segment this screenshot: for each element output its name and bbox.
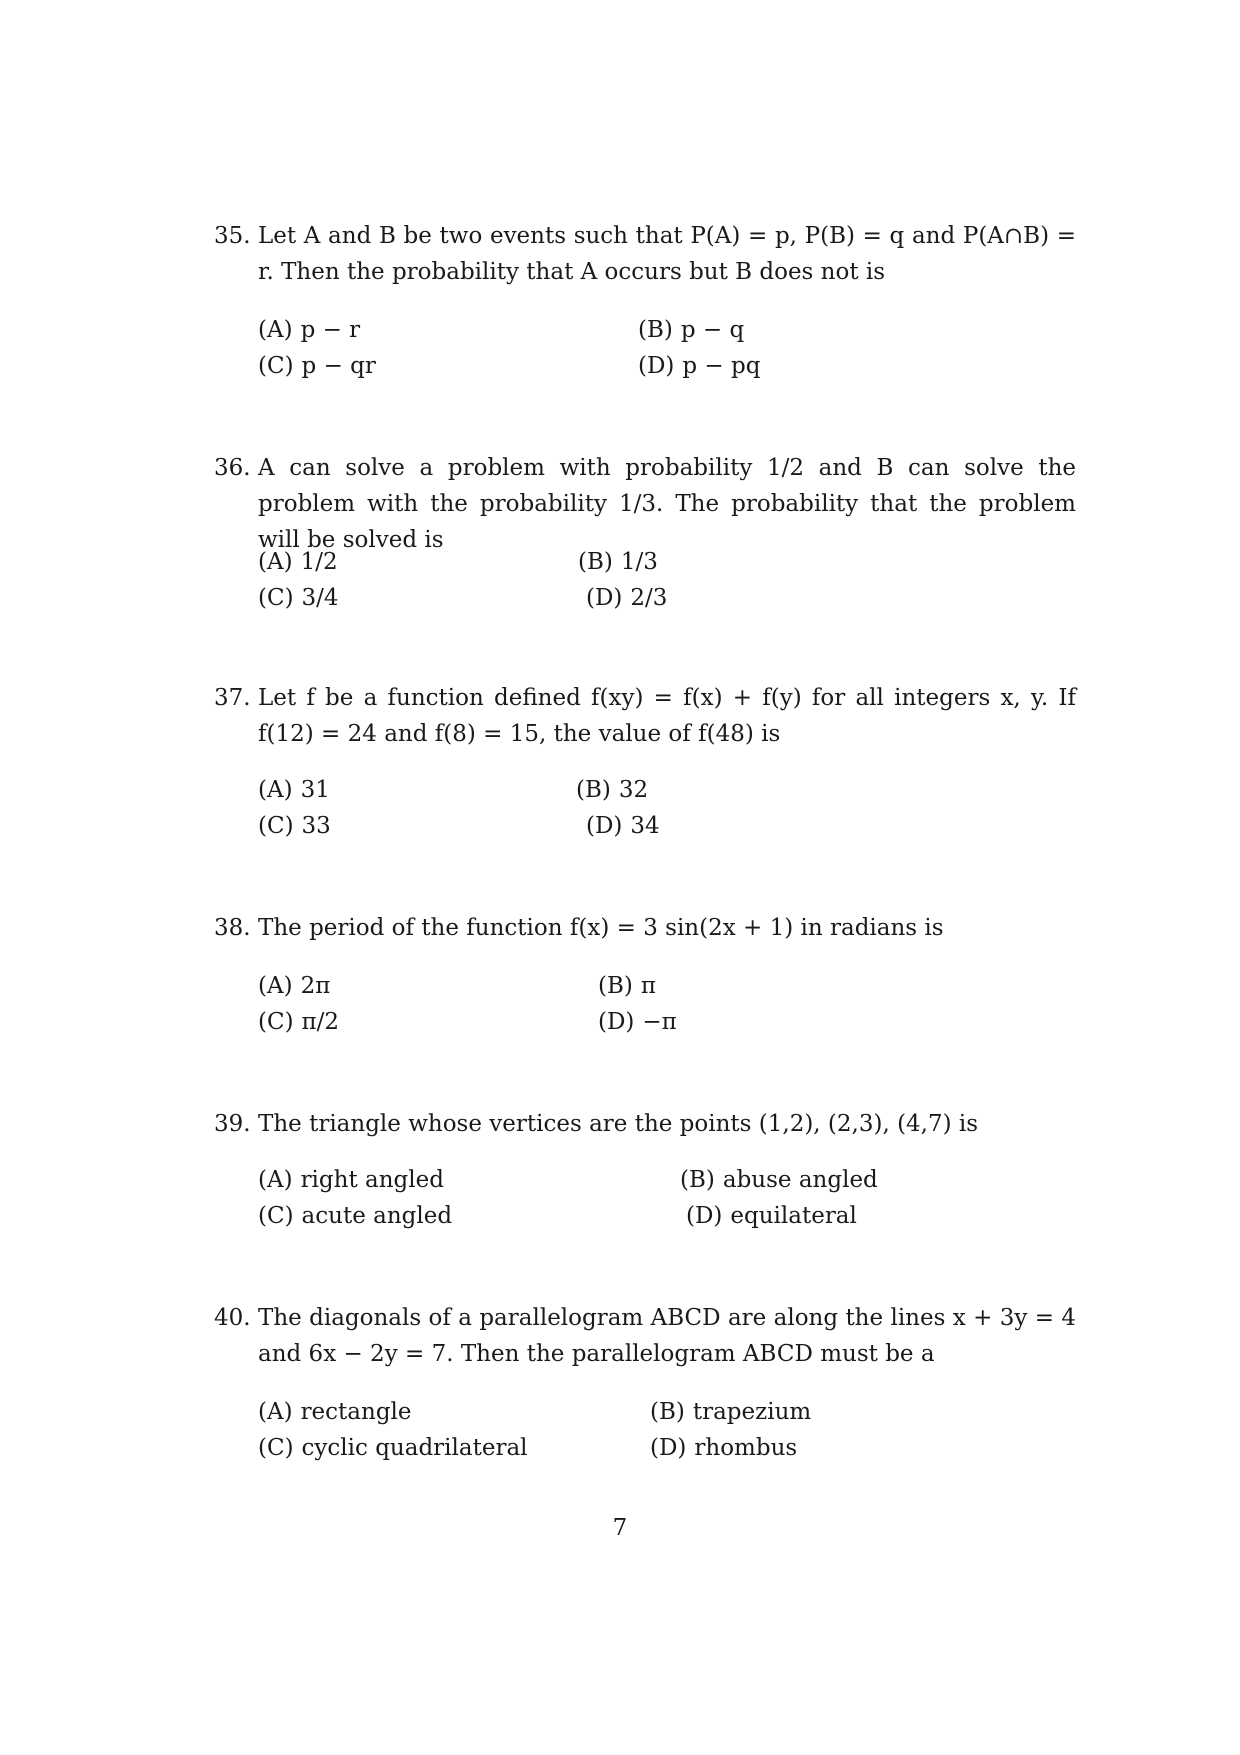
option-label: (A) [258, 777, 293, 803]
option-value: 1/2 [300, 549, 338, 575]
option-value: 33 [301, 813, 331, 839]
option-value: p − r [300, 317, 361, 343]
option-label: (A) [258, 549, 293, 575]
option-label: (B) [650, 1399, 685, 1425]
option-d[interactable] [650, 1430, 797, 1466]
option-value: π/2 [301, 1009, 340, 1035]
option-b[interactable] [598, 968, 656, 1004]
option-value: −π [642, 1009, 677, 1035]
option-label: (D) [598, 1009, 635, 1035]
question-text: Let f be a function defined f(xy) = f(x) + f(y) for all integers x, y. If f(12) = 24 and f(8) = 15, the value of f(48) is [258, 685, 1076, 747]
question-number: 38. [214, 915, 251, 941]
option-label: (A) [258, 1399, 293, 1425]
option-label: (B) [576, 777, 611, 803]
question-36 [214, 450, 1076, 558]
option-c[interactable] [258, 808, 331, 844]
option-value: 34 [630, 813, 660, 839]
option-a[interactable] [258, 544, 338, 580]
option-a[interactable] [258, 968, 330, 1004]
option-value: 31 [300, 777, 330, 803]
option-value: right angled [300, 1167, 444, 1193]
question-text: A can solve a problem with probability 1/2 and B can solve the problem with the probability 1/3. The probability that the problem will be solved is [258, 455, 1076, 553]
question-number: 36. [214, 455, 251, 481]
option-value: rhombus [694, 1435, 798, 1461]
option-d[interactable] [586, 808, 660, 844]
question-38 [214, 910, 1076, 946]
option-value: trapezium [692, 1399, 812, 1425]
option-label: (C) [258, 585, 294, 611]
option-label: (A) [258, 317, 293, 343]
question-35 [214, 218, 1076, 290]
option-c[interactable] [258, 1004, 339, 1040]
question-text: Let A and B be two events such that P(A) = p, P(B) = q and P(A∩B) = r. Then the probability that A occurs but B does not is [258, 223, 1076, 285]
option-a[interactable] [258, 312, 360, 348]
option-value: 3/4 [301, 585, 339, 611]
option-value: 2π [300, 973, 331, 999]
option-d[interactable] [598, 1004, 677, 1040]
option-label: (B) [578, 549, 613, 575]
option-value: p − pq [682, 353, 761, 379]
option-b[interactable] [638, 312, 744, 348]
question-number: 39. [214, 1111, 251, 1137]
question-text: The diagonals of a parallelogram ABCD are along the lines x + 3y = 4 and 6x − 2y = 7. Then the parallelogram ABCD must be a [258, 1305, 1076, 1367]
option-c[interactable] [258, 1430, 528, 1466]
option-value: acute angled [301, 1203, 453, 1229]
question-text: The period of the function f(x) = 3 sin(2x + 1) in radians is [258, 915, 944, 941]
option-label: (D) [650, 1435, 687, 1461]
option-value: π [640, 973, 656, 999]
option-value: 1/3 [620, 549, 658, 575]
option-b[interactable] [576, 772, 648, 808]
option-b[interactable] [650, 1394, 811, 1430]
question-text: The triangle whose vertices are the points (1,2), (2,3), (4,7) is [258, 1111, 979, 1137]
option-d[interactable] [686, 1198, 857, 1234]
page-number: 7 [612, 1515, 628, 1541]
option-c[interactable] [258, 348, 376, 384]
option-a[interactable] [258, 772, 330, 808]
option-label: (D) [586, 585, 623, 611]
option-label: (D) [686, 1203, 723, 1229]
option-label: (B) [638, 317, 673, 343]
option-value: equilateral [730, 1203, 857, 1229]
option-value: p − qr [301, 353, 376, 379]
option-label: (C) [258, 353, 294, 379]
option-c[interactable] [258, 1198, 452, 1234]
option-label: (C) [258, 813, 294, 839]
option-b[interactable] [680, 1162, 878, 1198]
option-value: 2/3 [630, 585, 668, 611]
question-number: 37. [214, 685, 251, 711]
option-label: (A) [258, 1167, 293, 1193]
option-value: 32 [618, 777, 649, 803]
option-label: (B) [680, 1167, 715, 1193]
option-label: (B) [598, 973, 633, 999]
question-39 [214, 1106, 1076, 1142]
option-label: (C) [258, 1203, 294, 1229]
question-number: 35. [214, 223, 251, 249]
option-d[interactable] [586, 580, 667, 616]
option-b[interactable] [578, 544, 658, 580]
option-label: (C) [258, 1009, 294, 1035]
question-40 [214, 1300, 1076, 1372]
question-37 [214, 680, 1076, 752]
option-a[interactable] [258, 1162, 444, 1198]
option-value: p − q [680, 317, 745, 343]
option-c[interactable] [258, 580, 339, 616]
option-value: cyclic quadrilateral [301, 1435, 528, 1461]
option-label: (A) [258, 973, 293, 999]
option-value: rectangle [300, 1399, 412, 1425]
option-label: (D) [638, 353, 675, 379]
option-value: abuse angled [722, 1167, 878, 1193]
question-number: 40. [214, 1305, 251, 1331]
option-label: (C) [258, 1435, 294, 1461]
option-a[interactable] [258, 1394, 412, 1430]
option-d[interactable] [638, 348, 760, 384]
option-label: (D) [586, 813, 623, 839]
